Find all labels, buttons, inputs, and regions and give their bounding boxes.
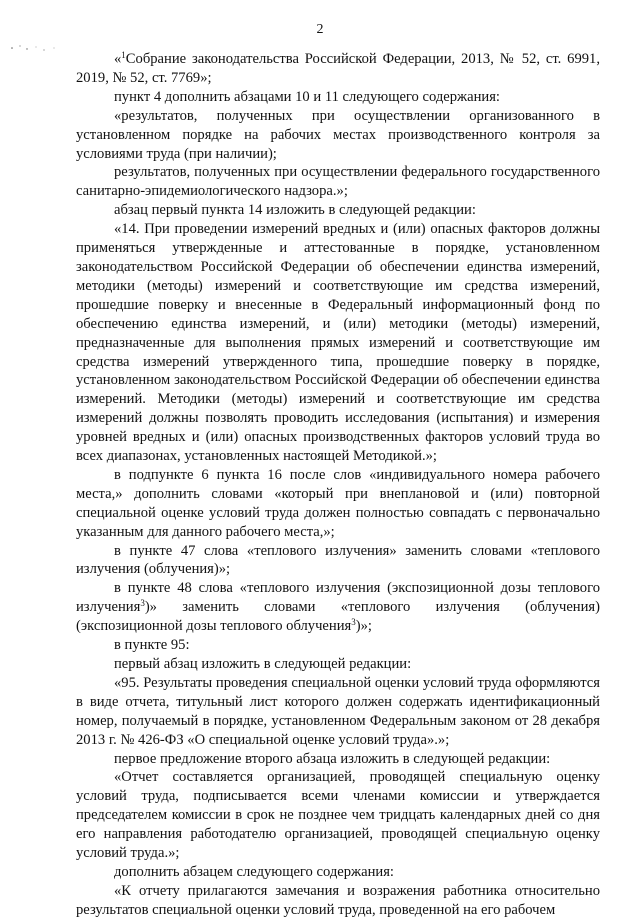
text-run: первое предложение второго абзаца изложить в следующей редакции: xyxy=(114,750,551,767)
text-run: )» заменить словами «теплового излучения (облучения) (экспозиционной дозы теплового облучения xyxy=(76,599,600,635)
text-run: в пункте 47 слова «теплового излучения» заменить словами «теплового излучения (облучения)»; xyxy=(76,542,600,578)
footnote-marker: 1 xyxy=(121,50,126,60)
paragraph xyxy=(76,466,600,542)
text-run: «результатов, полученных при осуществлении организованного в установленном порядке на рабочих местах производственного контроля за условиями труда (при наличии); xyxy=(76,107,600,162)
paragraph xyxy=(76,882,600,920)
paragraph xyxy=(76,863,600,882)
text-run: « xyxy=(114,51,122,67)
text-run: абзац первый пункта 14 изложить в следующей редакции: xyxy=(114,202,476,219)
text-run: Собрание законодательства Российской Федерации, 2013, № 52, ст. 6991, 2019, № 52, ст. 7769»; xyxy=(76,51,600,86)
text-run: пункт 4 дополнить абзацами 10 и 11 следующего содержания: xyxy=(114,88,500,105)
paragraph xyxy=(76,674,600,750)
text-run: «95. Результаты проведения специальной оценки условий труда оформляются в виде отчета, титульный лист которого должен содержать идентификационный номер, получаемый в порядке, установленном Федеральным законом от 28 декабря 2013 г. № 426-ФЗ «О специальной оценке условий труда».»; xyxy=(76,674,600,748)
text-run: первый абзац изложить в следующей редакции: xyxy=(114,656,412,672)
text-run: в пункте 95: xyxy=(114,637,190,654)
paragraph xyxy=(76,542,600,580)
paragraph xyxy=(76,107,600,164)
text-run: в пункте 48 слова «теплового излучения (экспозиционной дозы теплового излучения xyxy=(76,580,600,616)
paragraph xyxy=(76,220,600,466)
paragraph xyxy=(76,50,600,88)
document-body xyxy=(76,50,600,920)
paragraph xyxy=(76,163,600,201)
paragraph xyxy=(76,579,600,636)
text-run: «К отчету прилагаются замечания и возражения работника относительно результатов специальной оценки условий труда, проведенной на его рабочем xyxy=(76,882,600,918)
text-run: в подпункте 6 пункта 16 после слов «индивидуального номера рабочего места,» дополнить словами «который при внеплановой и (или) повторной специальной оценке условий труда должен полностью совпадать с первоначально указанным для данного рабочего места,»; xyxy=(76,466,600,540)
text-run: «Отчет составляется организацией, проводящей специальную оценку условий труда, подписывается всеми членами комиссии и утверждается председателем комиссии в срок не позднее чем тридцать календарных дней со дня его направления работодателю организацией, проводящей специальную оценку условий труда.»; xyxy=(76,769,600,862)
paragraph xyxy=(76,750,600,769)
paragraph xyxy=(76,768,600,863)
text-run: )»; xyxy=(355,618,372,635)
paragraph xyxy=(76,655,600,674)
text-run: дополнить абзацем следующего содержания: xyxy=(114,863,394,880)
text-run: результатов, полученных при осуществлении федерального государственного санитарно-эпидемиологического надзора.»; xyxy=(76,164,600,200)
footnote-marker: 3 xyxy=(351,617,356,628)
paragraph xyxy=(76,636,600,655)
paragraph xyxy=(76,88,600,107)
text-run: «14. При проведении измерений вредных и (или) опасных факторов должны применяться утвержденные и аттестованные в порядке, установленном законодательством Российской Федерации об обеспечении единства измерений, методики (методы) измерений и соответствующие им средства измерений, прошедшие поверку и внесенные в Федеральный информационный фонд по обеспечению единства измерений, и (или) методики (методы) измерений, предназначенные для выполнения прямых измерений и соответствующие им средства измерений утвержденного типа, прошедшие поверку в порядке, установленном законодательством Российской Федерации об обеспечении единства измерений. Методики (методы) измерений и соответствующие им средства измерений должны позволять проводить исследования (испытания) и измерения уровней вредных и (или) опасных производственных факторов условий труда во всех диапазонах, установленных настоящей Методикой.»; xyxy=(76,221,600,465)
page-number: 2 xyxy=(316,22,324,37)
scan-specks xyxy=(8,42,68,62)
paragraph xyxy=(76,201,600,220)
footnote-marker: 3 xyxy=(140,598,145,609)
